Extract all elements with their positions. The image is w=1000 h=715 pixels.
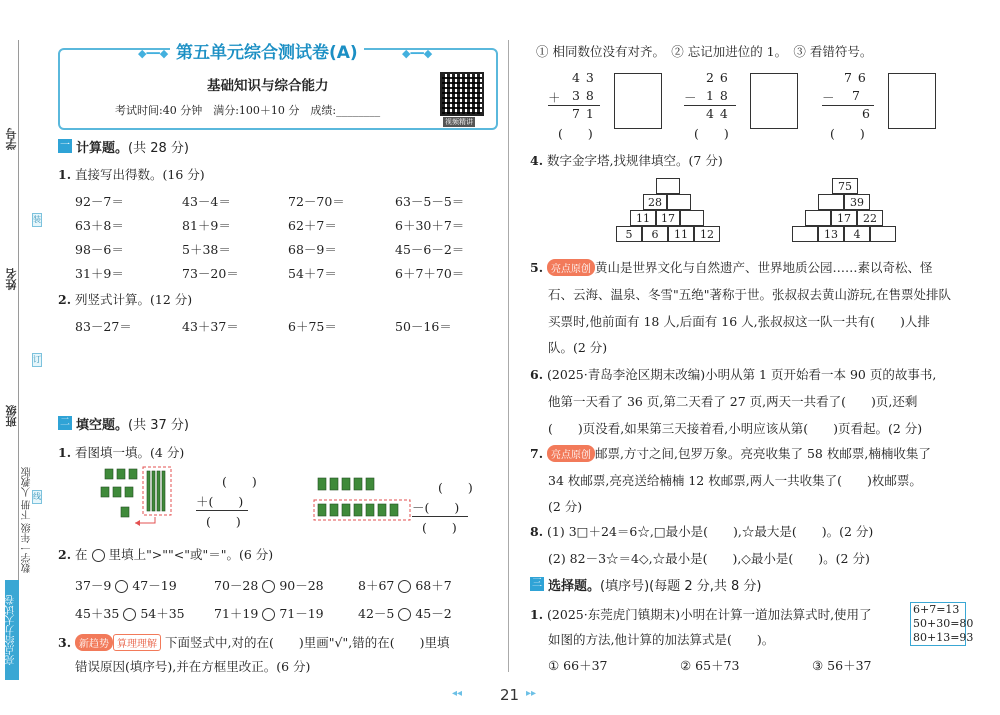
vcalc3-result: 6 xyxy=(862,106,870,121)
calc-item: 62＋7＝ xyxy=(288,218,337,233)
blank-right-1[interactable]: ( ) xyxy=(438,480,473,495)
s2-q3: 3. 新趋势 算理理解 下面竖式中,对的在( )里画"√",错的在( )里填 xyxy=(58,635,450,650)
pyramid2-cell: 75 xyxy=(832,178,858,194)
new-trend-tag: 新趋势 xyxy=(75,634,113,651)
name-label: 姓名 xyxy=(5,268,18,290)
calc-item: 92－7＝ xyxy=(75,194,124,209)
title-deco-right: ◆━━◆ xyxy=(402,47,433,60)
calc-item: 43－4＝ xyxy=(182,194,231,209)
calc-item: 72－70＝ xyxy=(288,194,345,209)
vertical-calc-item: 50－16＝ xyxy=(395,319,452,334)
page-subtitle: 基础知识与综合能力 xyxy=(207,78,329,94)
stick-bundles-image xyxy=(95,465,195,530)
r-q7-line3: (2 分) xyxy=(548,499,583,514)
r-q6: 6. (2025·青岛李沧区期末改编)小明从第 1 页开始看一本 90 页的故事书, xyxy=(530,367,937,382)
r-q5-line2: 石、云海、温泉、冬雪"五绝"著称于世。张叔叔去黄山游玩,在售票处排队 xyxy=(548,287,951,302)
class-label: 班级 xyxy=(5,405,18,427)
error-reasons: ① 相同数位没有对齐。 ② 忘记加进位的 1。 ③ 看错符号。 xyxy=(536,44,873,59)
calc-item: 68－9＝ xyxy=(288,242,337,257)
s2-q3-line2: 错误原因(填序号),并在方框里改正。(6 分) xyxy=(75,659,311,674)
calc-item: 5＋38＝ xyxy=(182,242,231,257)
pyramid2-cell[interactable] xyxy=(792,226,818,242)
compare-item: 70－28 90－28 xyxy=(214,578,324,593)
vcalc3-second: 7 xyxy=(852,88,860,103)
compare-item: 8＋67 68＋7 xyxy=(358,578,452,593)
choice-option-3[interactable]: ③ 56＋37 xyxy=(812,658,872,673)
r-q4: 4. 数字金字塔,找规律填空。(7 分) xyxy=(530,153,723,168)
pyramid2-cell[interactable] xyxy=(805,210,831,226)
compare-item: 42－5 45－2 xyxy=(358,606,452,621)
vcalc2-paren[interactable]: ( ) xyxy=(694,126,729,141)
blank-left-1[interactable]: ( ) xyxy=(222,474,257,489)
pyramid1-cell: 12 xyxy=(694,226,720,242)
page-number: 21 xyxy=(500,686,520,704)
calc-item: 6＋7＋70＝ xyxy=(395,266,465,281)
qr-code-icon[interactable] xyxy=(440,72,484,116)
vcalc2-op: － xyxy=(684,90,697,105)
calc-item: 54＋7＝ xyxy=(288,266,337,281)
r-q8: 8. (1) 3□＋24＝6☆,□最小是( ),☆最大是( )。(2 分) xyxy=(530,524,874,539)
qr-label: 视频精讲 xyxy=(445,118,473,126)
correction-box[interactable] xyxy=(614,73,662,129)
calc-item: 63－5－5＝ xyxy=(395,194,465,209)
r-q5: 5. 亮点原创 黄山是世界文化与自然遗产、世界地质公园……素以奇松、怪 xyxy=(530,260,933,275)
pyramid2-cell[interactable] xyxy=(818,194,844,210)
compare-circle[interactable] xyxy=(398,580,411,593)
section3-icon: 三 xyxy=(532,578,542,589)
title-deco-left: ◆━━◆ xyxy=(138,47,169,60)
vertical-calc-item: 43＋37＝ xyxy=(182,319,239,334)
page-title: 第五单元综合测试卷(A) xyxy=(170,38,364,63)
section2-title: 填空题。(共 37 分) xyxy=(76,418,189,433)
compare-item: 45＋35 54＋35 xyxy=(75,606,185,621)
section1-icon: 一 xyxy=(60,140,70,151)
pyramid1-cell: 6 xyxy=(642,226,668,242)
diff-line-right xyxy=(412,516,468,517)
section1-title: 计算题。(共 28 分) xyxy=(76,141,189,156)
pyramid2-cell: 39 xyxy=(844,194,870,210)
original-tag-2: 亮点原创 xyxy=(547,445,595,462)
r-q7-line2: 34 枚邮票,亮亮送给楠楠 12 枚邮票,两人一共收集了( )枚邮票。 xyxy=(548,473,922,488)
s2-q2: 2. 在 里填上">""<"或"＝"。(6 分) xyxy=(58,547,274,562)
vcalc1-op: ＋ xyxy=(548,90,561,105)
correction-box[interactable] xyxy=(750,73,798,129)
calc-item: 81＋9＝ xyxy=(182,218,231,233)
r-q6-line2: 他第一天看了 36 页,第二天看了 27 页,两天一共看了( )页,还剩 xyxy=(548,394,918,409)
reasoning-tag: 算理理解 xyxy=(113,634,161,651)
r-s3-q1: 1. (2025·东莞虎门镇期末)小明在计算一道加法算式时,使用了 xyxy=(530,607,872,622)
calc-item: 45－6－2＝ xyxy=(395,242,465,257)
pyramid1-cell: 11 xyxy=(668,226,694,242)
original-tag: 亮点原创 xyxy=(547,259,595,276)
pyramid1-cell[interactable] xyxy=(680,210,704,226)
calc-item: 63＋8＝ xyxy=(75,218,124,233)
book-strip: 数学一年级 下册 人教版 xyxy=(22,466,33,574)
r-q5-line3: 买票时,他前面有 18 人,后面有 16 人,张叔叔这一队一共有( )人排 xyxy=(548,314,930,329)
pyramid1-cell[interactable]: 28 xyxy=(643,194,667,210)
vcalc1-paren[interactable]: ( ) xyxy=(558,126,593,141)
prev-arrows-icon: ◂◂ xyxy=(452,688,463,699)
pyramid1-cell[interactable] xyxy=(656,178,680,194)
vcalc1-result: 7 1 xyxy=(572,106,595,121)
section2-icon: 二 xyxy=(60,417,70,428)
section3-title: 选择题。(填序号)(每题 2 分,共 8 分) xyxy=(548,579,762,594)
blank-left-3[interactable]: ( ) xyxy=(206,514,241,529)
vertical-calc-item: 6＋75＝ xyxy=(288,319,337,334)
vcalc2-top: 2 6 xyxy=(706,70,729,85)
vcalc2-result: 4 4 xyxy=(706,106,729,121)
s2-q1: 1. 看图填一填。(4 分) xyxy=(58,445,185,460)
compare-item: 37－9 47－19 xyxy=(75,578,177,593)
blank-left-2[interactable]: ＋( ) xyxy=(196,494,244,509)
compare-item: 71＋19 71－19 xyxy=(214,606,324,621)
vcalc3-op: － xyxy=(822,90,835,105)
student-id-label: 学号 xyxy=(5,128,18,150)
exam-info: 考试时间:40 分钟 满分:100＋10 分 成绩:________ xyxy=(115,104,381,117)
choice-option-2[interactable]: ② 65＋73 xyxy=(680,658,740,673)
pyramid1-cell: 17 xyxy=(656,210,680,226)
calc-item: 31＋9＝ xyxy=(75,266,124,281)
pyramid1-cell: 11 xyxy=(630,210,656,226)
blank-right-2[interactable]: －( ) xyxy=(412,500,460,515)
pyramid1-cell: 5 xyxy=(616,226,642,242)
r-q8-line2: (2) 82－3☆＝4◇,☆最小是( ),◇最小是( )。(2 分) xyxy=(548,551,870,566)
next-arrows-icon: ▸▸ xyxy=(526,688,537,699)
vcalc3-top: 7 6 xyxy=(844,70,867,85)
choice-option-1[interactable]: ① 66＋37 xyxy=(548,658,608,673)
method-box: 6+7=13 50+30=80 80+13=93 xyxy=(910,602,966,646)
column-divider xyxy=(508,40,509,672)
calc-item: 6＋30＋7＝ xyxy=(395,218,465,233)
calc-item: 98－6＝ xyxy=(75,242,124,257)
pyramid2-cell: 17 xyxy=(831,210,857,226)
pyramid2-cell: 22 xyxy=(857,210,883,226)
correction-box[interactable] xyxy=(888,73,936,129)
stick-bundles-image-2 xyxy=(312,470,422,530)
r-q6-line3: ( )页没看,如果第三天接着看,小明应该从第( )页看起。(2 分) xyxy=(548,421,923,436)
cut-mark-2: 订 xyxy=(32,353,42,367)
pyramid2-cell: 13 xyxy=(818,226,844,242)
compare-circle[interactable] xyxy=(123,608,136,621)
series-strip: 亮点给力大试卷 xyxy=(5,580,19,680)
pyramid1-cell[interactable] xyxy=(667,194,691,210)
vcalc1-top: 4 3 xyxy=(572,70,595,85)
compare-circle[interactable] xyxy=(398,608,411,621)
cut-mark-1: 装 xyxy=(32,213,42,227)
compare-circle[interactable] xyxy=(115,580,128,593)
compare-circle[interactable] xyxy=(262,580,275,593)
vcalc3-paren[interactable]: ( ) xyxy=(830,126,865,141)
sum-line-left xyxy=(196,510,248,511)
pyramid2-cell[interactable] xyxy=(870,226,896,242)
vcalc2-second: 1 8 xyxy=(706,88,729,103)
pyramid2-cell: 4 xyxy=(844,226,870,242)
s1-q2: 2. 列竖式计算。(12 分) xyxy=(58,292,193,307)
compare-circle[interactable] xyxy=(262,608,275,621)
s1-q1: 1. 直接写出得数。(16 分) xyxy=(58,167,205,182)
r-q7: 7. 亮点原创 邮票,方寸之间,包罗万象。亮亮收集了 58 枚邮票,楠楠收集了 xyxy=(530,446,931,461)
r-q5-line4: 队。(2 分) xyxy=(548,340,608,355)
circle-icon xyxy=(92,549,105,562)
vcalc1-second: 3 8 xyxy=(572,88,595,103)
blank-right-3[interactable]: ( ) xyxy=(422,520,457,535)
vertical-calc-item: 83－27＝ xyxy=(75,319,132,334)
r-s3-q1-line2: 如图的方法,他计算的加法算式是( )。 xyxy=(548,632,775,647)
calc-item: 73－20＝ xyxy=(182,266,239,281)
cut-mark-3: 线 xyxy=(32,490,42,504)
